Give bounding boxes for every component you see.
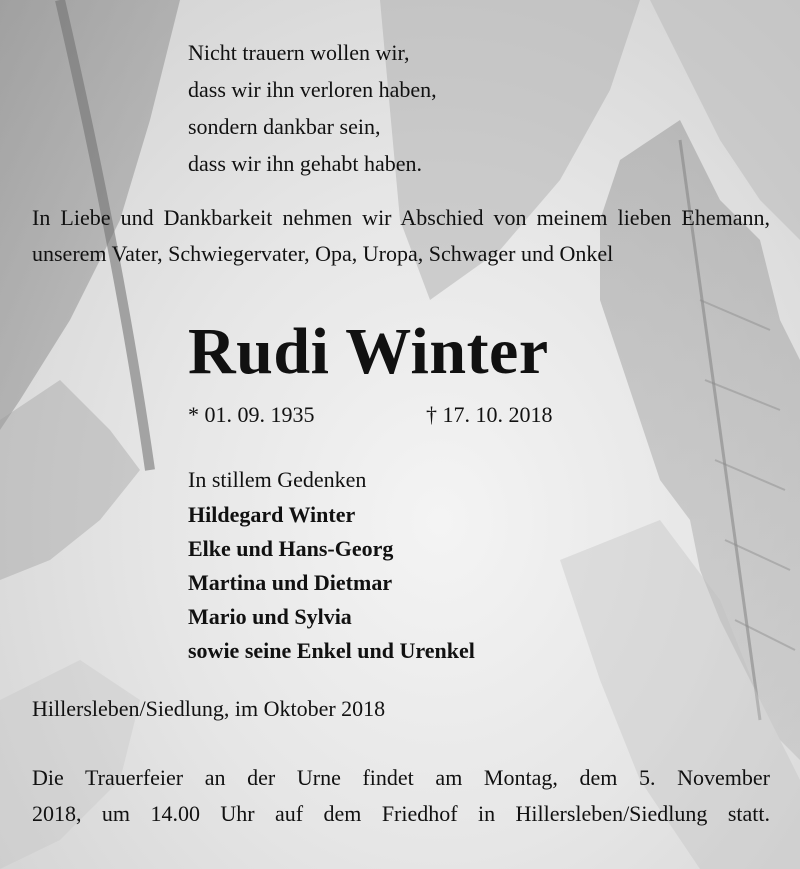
poem-verse xyxy=(188,34,437,182)
deceased-name: Rudi Winter xyxy=(188,315,549,388)
poem-line: Nicht trauern wollen wir, xyxy=(188,40,410,65)
funeral-line: 2018, um 14.00 Uhr auf dem Friedhof in Hillersleben/Siedlung statt. xyxy=(32,801,770,826)
mourner-name: Martina und Dietmar xyxy=(188,570,393,595)
mourners-list xyxy=(188,498,475,668)
mourner-name: Mario und Sylvia xyxy=(188,604,352,629)
mourner-name: Elke und Hans-Georg xyxy=(188,536,394,561)
mourning-intro: In stillem Gedenken xyxy=(188,467,367,492)
mourner-name: sowie seine Enkel und Urenkel xyxy=(188,638,475,663)
farewell-intro-text: In Liebe und Dankbarkeit nehmen wir Abschied von meinem lieben Ehemann, unserem Vater, Schwiegervater, Opa, Uropa, Schwager und Onkel xyxy=(32,205,770,266)
poem-line: sondern dankbar sein, xyxy=(188,114,381,139)
poem-line: dass wir ihn verloren haben, xyxy=(188,77,437,102)
mourner-name: Hildegard Winter xyxy=(188,502,356,527)
death-date: † 17. 10. 2018 xyxy=(426,402,553,427)
funeral-details xyxy=(32,760,770,832)
poem-line: dass wir ihn gehabt haben. xyxy=(188,151,422,176)
funeral-line: Die Trauerfeier an der Urne findet am Montag, dem 5. November xyxy=(32,765,770,790)
place-and-date: Hillersleben/Siedlung, im Oktober 2018 xyxy=(32,696,386,721)
birth-date: * 01. 09. 1935 xyxy=(188,402,315,427)
